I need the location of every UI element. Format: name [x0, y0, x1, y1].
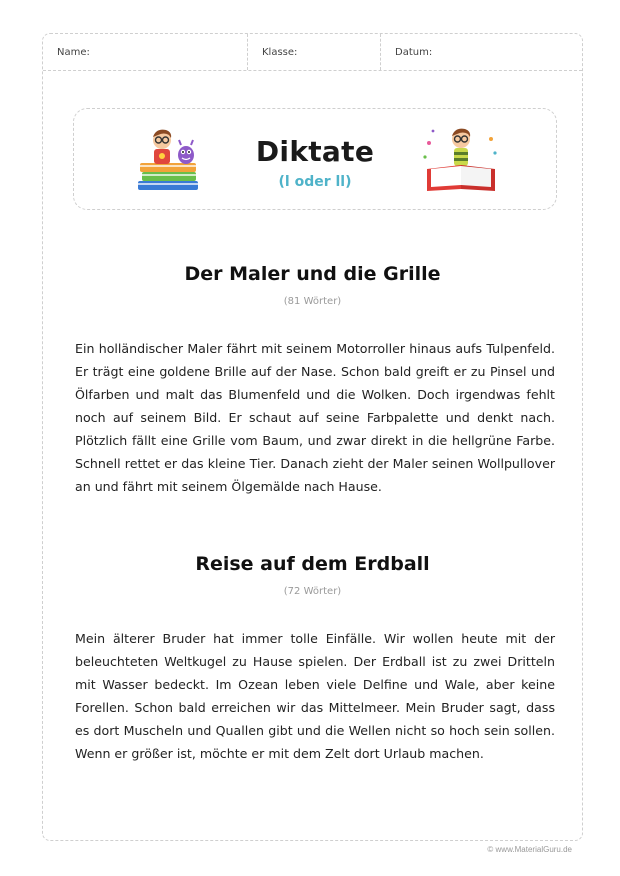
name-label: Name:	[57, 47, 90, 58]
worksheet	[42, 33, 583, 841]
klasse-field[interactable]	[248, 34, 381, 70]
page-title: Diktate	[255, 135, 375, 168]
datum-label: Datum:	[395, 47, 433, 58]
datum-field[interactable]	[381, 34, 582, 70]
page-subtitle: (l oder ll)	[278, 174, 352, 190]
word-count-1: (81 Wörter)	[283, 296, 342, 307]
section-title-1: Der Maler und die Grille	[184, 263, 441, 285]
name-field[interactable]	[43, 34, 248, 70]
copyright-footer: © www.MaterialGuru.de	[487, 845, 572, 854]
kid-reading-book-illustration	[419, 123, 503, 195]
header-row	[43, 34, 582, 71]
dictation-text-1: Ein holländischer Maler fährt mit seinem Motorroller hinaus aufs Tulpenfeld. Er trägt eine goldene Brille auf der Nase. Schon bald greift er zu Pinsel und Ölfarben und malt das Blumenfeld und die Wolken. Doch irgendwas fehlt noch auf seinem Bild. Er schaut auf seine Farbpalette und denkt nach. Plötzlich fällt eine Grille vom Baum, und zwar direkt in die hellgrüne Farbe. Schnell rettet er das kleine Tier. Danach zieht der Maler seinen Wollpullover an und fährt mit seinem Ölgemälde nach Hause.	[75, 341, 555, 494]
klasse-label: Klasse:	[262, 47, 298, 58]
section-title-2: Reise auf dem Erdball	[195, 553, 430, 575]
word-count-2: (72 Wörter)	[283, 586, 342, 597]
dictation-text-2: Mein älterer Bruder hat immer tolle Einfälle. Wir wollen heute mit der beleuchteten Weltkugel zu Hause spielen. Der Erdball ist zu zwei Dritteln mit Wasser bedeckt. Im Ozean leben viele Delfine und Wale, aber keine Forellen. Schon bald erreichen wir das Mittelmeer. Mein Bruder sagt, dass es dort Muscheln und Quallen gibt und die Wellen nicht so hoch sein sollen. Wenn er größer ist, möchte er mit dem Zelt dort Urlaub machen.	[75, 631, 555, 761]
title-banner	[73, 108, 557, 210]
